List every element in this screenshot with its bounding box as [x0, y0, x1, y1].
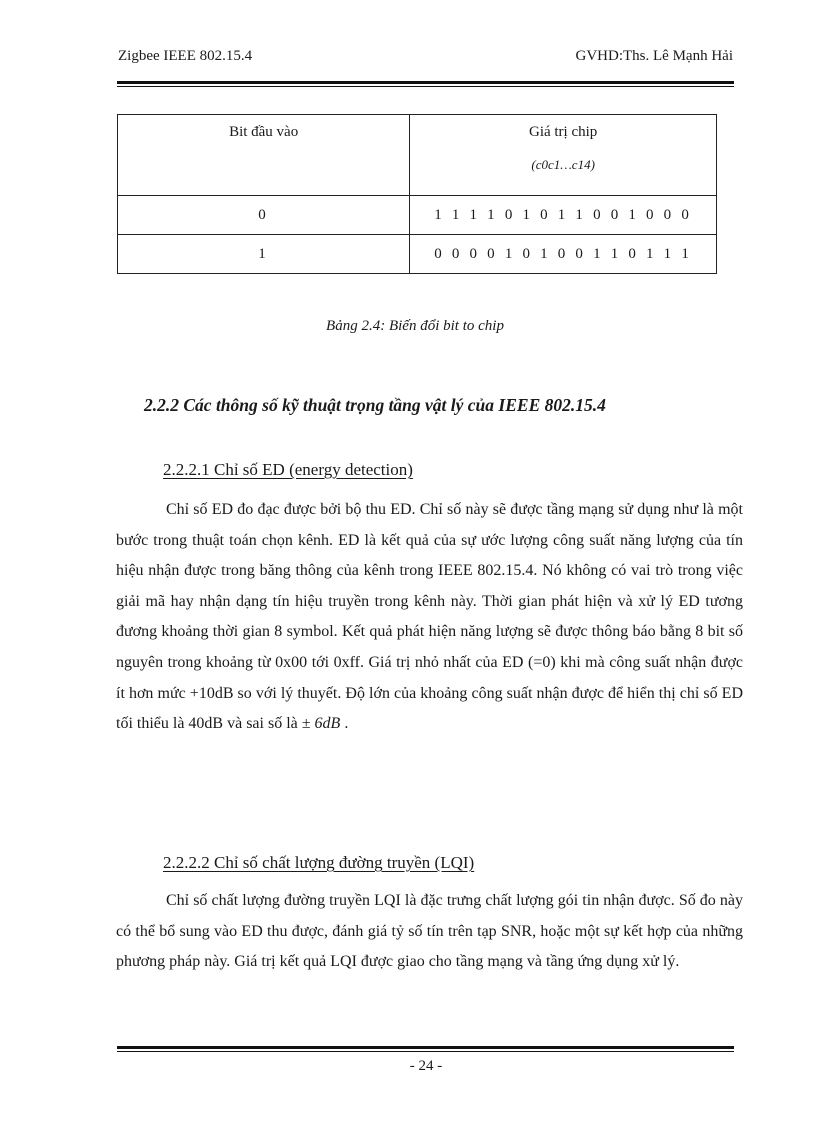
paragraph-lqi: Chỉ số chất lượng đường truyền LQI là đặc trưng chất lượng gói tin nhận được. Số đo này có thể bổ sung vào ED thu được, đánh giá tỷ số tín trên tạp SNR, hoặc một sự kết hợp của những phương pháp này. Giá trị kết quả LQI được giao cho tầng mạng và tầng ứng dụng xử lý. — [116, 892, 743, 971]
table-header-row — [118, 115, 717, 196]
table-header-bit-label: Bit đầu vào — [229, 124, 299, 140]
footer-rule-thin — [117, 1051, 734, 1052]
subsection-heading-ed: 2.2.2.1 Chỉ số ED (energy detection) — [163, 460, 413, 479]
table-cell-chip: 1 1 1 1 0 1 0 1 1 0 0 1 0 0 0 — [410, 196, 717, 235]
table-row — [118, 235, 717, 274]
subsection-heading-lqi: 2.2.2.2 Chỉ số chất lượng đường truyền (LQI) — [163, 853, 475, 872]
table-row — [118, 196, 717, 235]
table-header-chip — [410, 115, 717, 196]
table-cell-bit: 1 — [118, 235, 410, 274]
page-number: - 24 - — [409, 1058, 443, 1074]
table-cell-bit: 0 — [118, 196, 410, 235]
bit-to-chip-table — [117, 114, 717, 274]
table-header-chip-label: Giá trị chip — [528, 124, 598, 140]
section-heading: 2.2.2 Các thông số kỹ thuật trọng tầng vật lý của IEEE 802.15.4 — [144, 395, 606, 415]
header-supervisor: GVHD:Ths. Lê Mạnh Hải — [575, 48, 733, 64]
table-cell-chip: 0 0 0 0 1 0 1 0 0 1 1 0 1 1 1 — [410, 235, 717, 274]
paragraph-ed-body: Chỉ số ED đo đạc được bởi bộ thu ED. Chỉ số này sẽ được tầng mạng sử dụng như là một bước trong thuật toán chọn kênh. ED là kết quả của sự ước lượng công suất năng lượng của tín hiệu nhận được trong băng thông của kênh trong IEEE 802.15.4. Nó không có vai trò trong việc giải mã hay nhận dạng tín hiệu truyền trong kênh này. Thời gian phát hiện và xử lý ED tương đương khoảng thời gian 8 symbol. Kết quả phát hiện năng lượng sẽ được thông báo bằng 8 bit số nguyên trong khoảng từ 0x00 tới 0xff. Giá trị nhỏ nhất của ED (=0) khi mà công suất nhận được ít hơn mức +10dB so với lý thuyết. Độ lớn của khoảng công suất nhận được để hiển thị chỉ số ED tối thiểu là 40dB và sai số là — [116, 501, 743, 733]
header-title: Zigbee IEEE 802.15.4 — [118, 48, 253, 64]
header-rule — [117, 81, 734, 84]
table-header-chip-sub: (c0c1…c14) — [531, 157, 595, 172]
paragraph-ed-tolerance: ± 6dB — [301, 715, 341, 733]
table-caption: Bảng 2.4: Biến đổi bit to chip — [326, 318, 504, 334]
paragraph-ed-tail: . — [340, 715, 349, 733]
table-header-bit — [118, 115, 410, 196]
header-rule-thin — [117, 86, 734, 87]
paragraph-ed — [116, 495, 743, 740]
footer-rule — [117, 1046, 734, 1049]
